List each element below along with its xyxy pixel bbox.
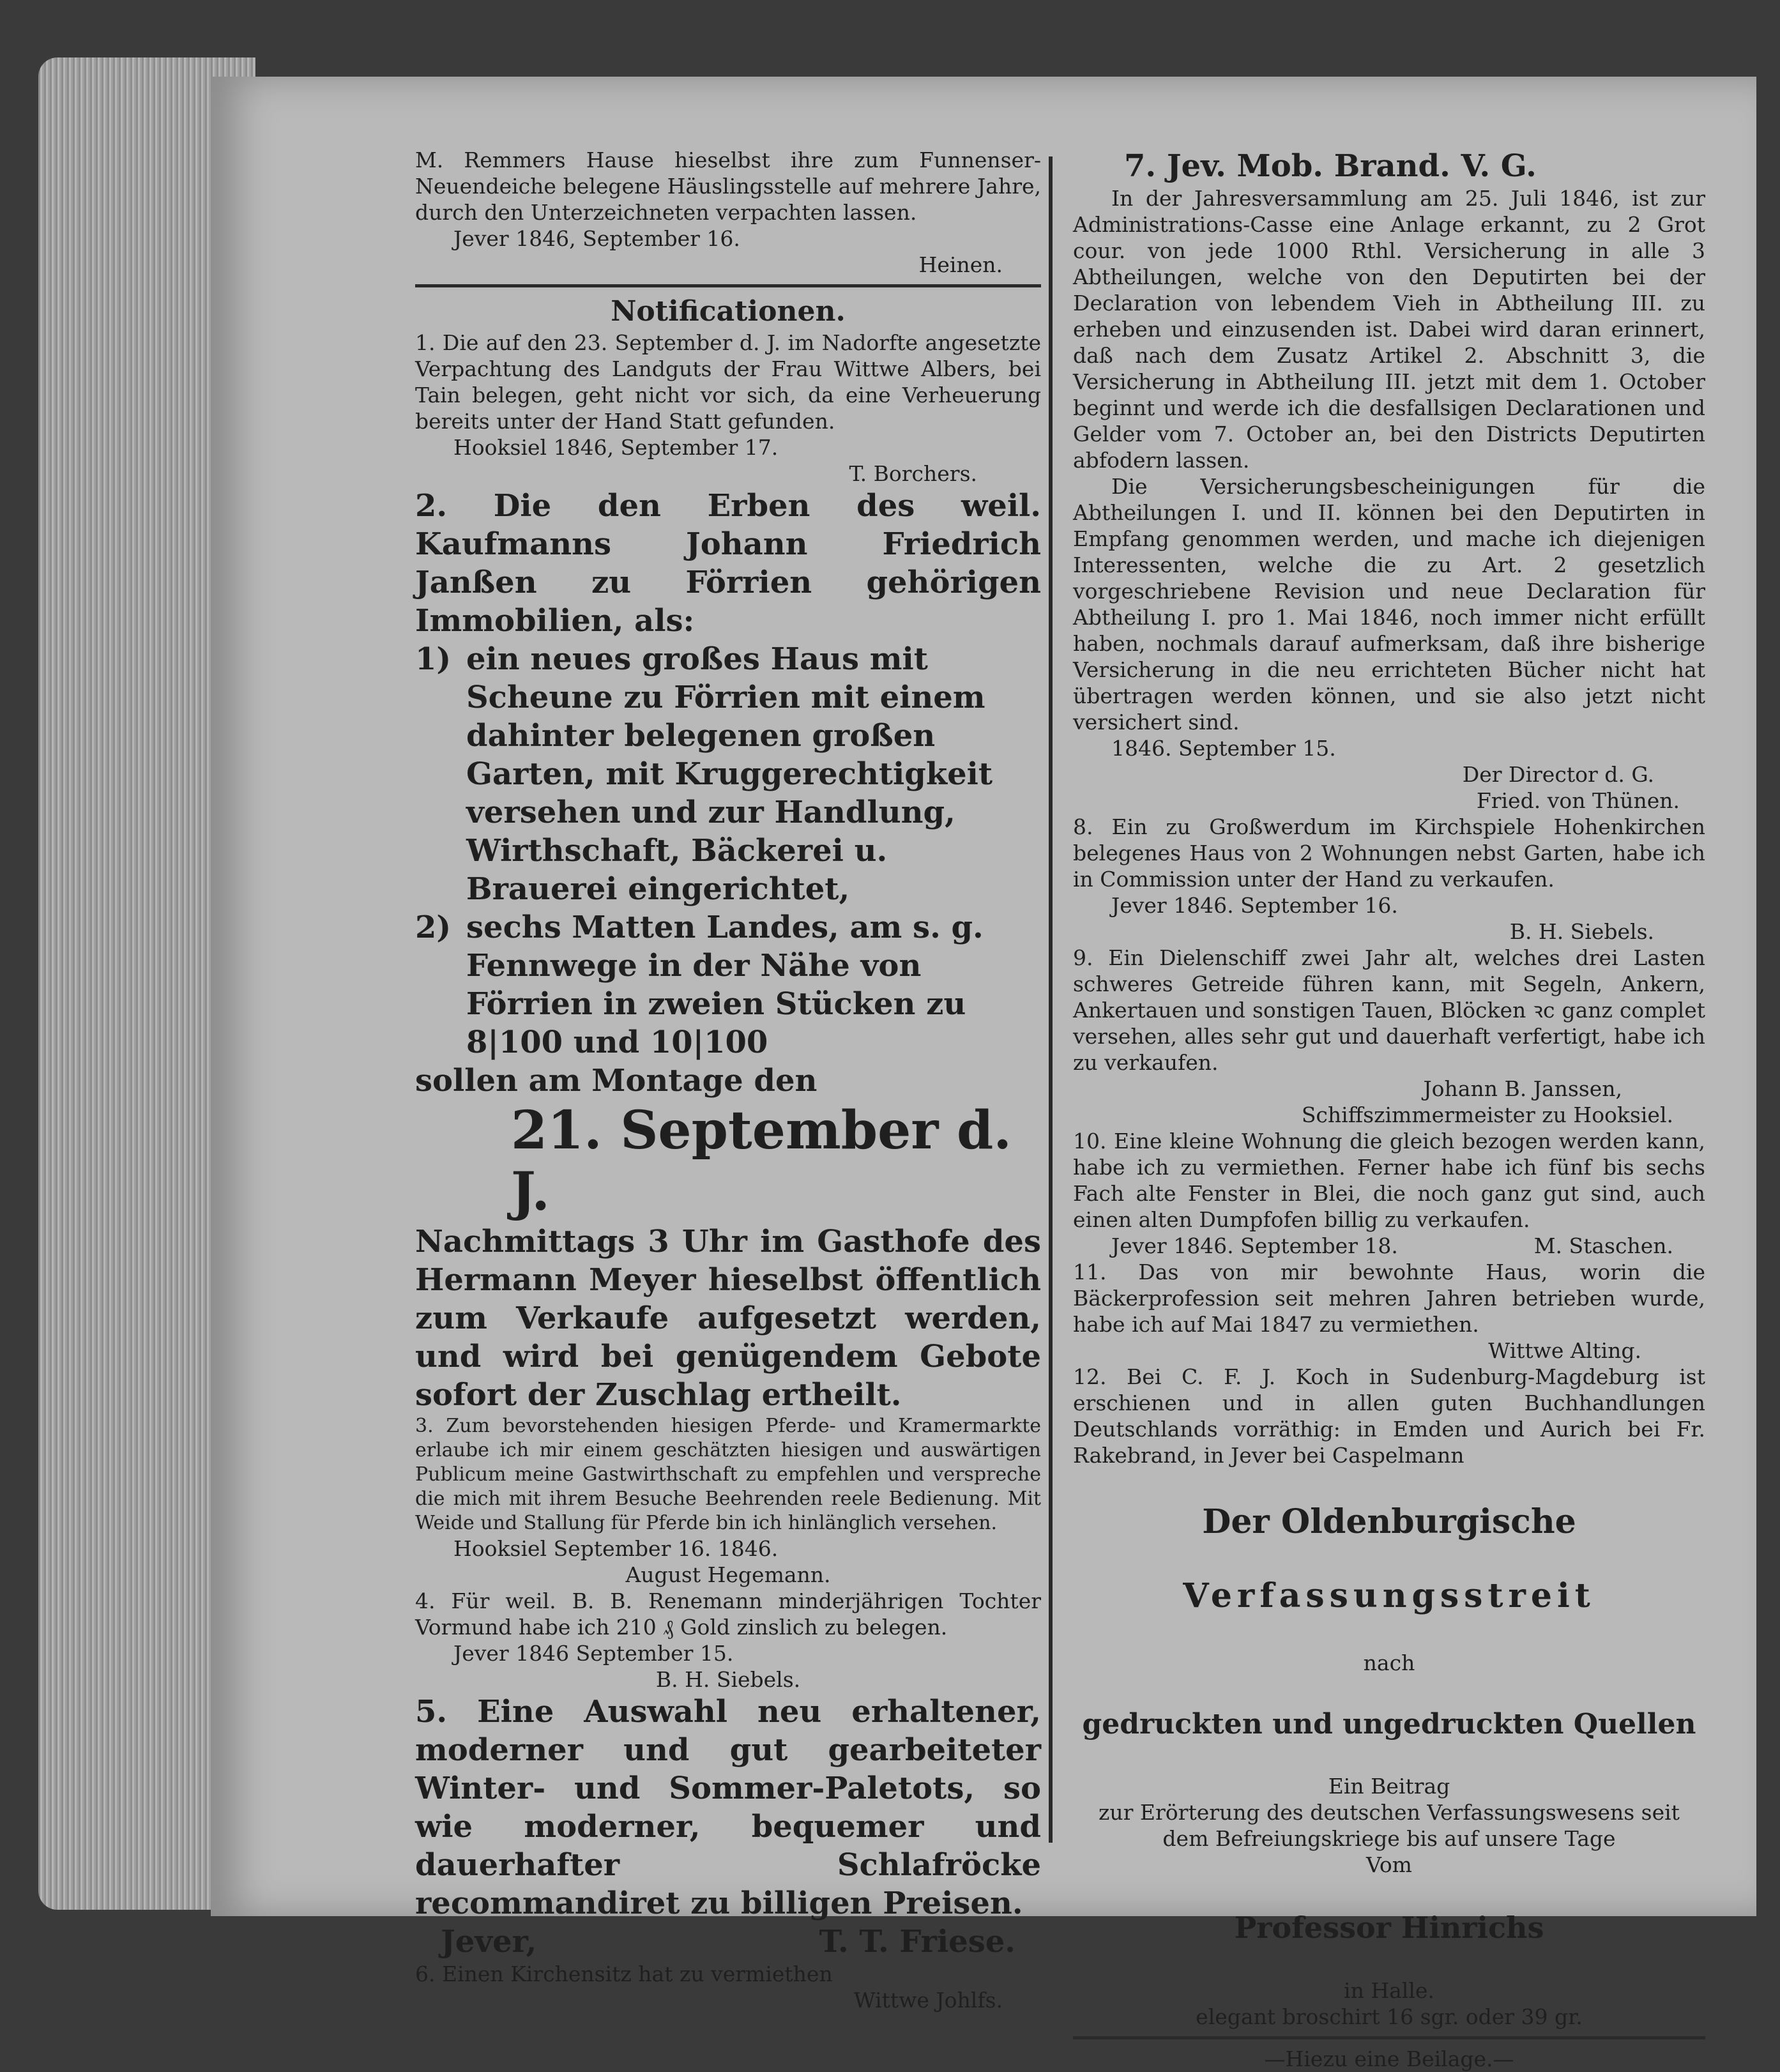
notice-2-item-1-text: ein neues großes Haus mit Scheune zu Förrien mit einem dahinter belegenen großen Garten, mit Kruggerechtigkeit versehen und zur Handlung, Wirthschaft, Bäckerei u. Brauerei eingerichtet, bbox=[466, 641, 993, 907]
notice-1-date: Hooksiel 1846, September 17. bbox=[453, 435, 779, 460]
right-column bbox=[1073, 147, 1705, 2072]
notice-2-item-2-number: 2) bbox=[415, 910, 452, 945]
book-author-place: in Halle. bbox=[1344, 1978, 1434, 2003]
notice-3-date: Hooksiel September 16. 1846. bbox=[453, 1536, 779, 1561]
book-title-3: nach bbox=[1363, 1650, 1415, 1675]
notice-2-item-2 bbox=[415, 908, 1041, 1062]
intro-text: M. Remmers Hause hieselbst ihre zum Funnenser-Neuendeiche belegene Häuslingsstelle auf mehrere Jahre, durch den Unterzeichneten verpachten lassen. bbox=[415, 148, 1041, 225]
intro-date: Jever 1846, September 16. bbox=[453, 226, 740, 251]
notice-11-text: 11. Das von mir bewohnte Haus, worin die Bäckerprofession seit mehren Jahren betrieben wurde, habe ich auf Mai 1847 zu vermiethen. bbox=[1073, 1260, 1705, 1337]
notice-5-place: Jever, bbox=[441, 1924, 537, 1960]
section-heading: Notificationen. bbox=[611, 295, 846, 328]
notice-5-footer bbox=[415, 1923, 1041, 1961]
notice-7-text: In der Jahresversammlung am 25. Juli 1846, ist zur Administrations-Casse eine Anlage erkannt, zu 2 Grot cour. von jede 1000 Rthl. Versicherung in alle 3 Abtheilungen, welche von den Deputirten bei der Declaration von lebendem Vieh in Abtheilung III. zu erheben und einzusenden ist. Dabei wird daran erinnert, daß nach dem Zusatz Artikel 2. Abschnitt 3, die Versicherung in Abtheilung III. jetzt mit dem 1. October beginnt und werde ich die desfallsigen Declarationen und Gelder vom 7. October an, bei den Districts Deputirten abfodern lassen. bbox=[1073, 186, 1705, 473]
book-title-1: Der Oldenburgische bbox=[1202, 1502, 1576, 1541]
notice-2-intro: 2. Die den Erben des weil. Kaufmanns Johann Friedrich Janßen zu Förrien gehörigen Immobilien, als: bbox=[415, 488, 1041, 639]
notice-9-signature-2: Schiffszimmermeister zu Hooksiel. bbox=[1301, 1102, 1673, 1127]
notice-10-footer bbox=[1073, 1233, 1705, 1259]
notice-1-text: 1. Die auf den 23. September d. J. im Nadorfte angesetzte Verpachtung des Landguts der Frau Wittwe Albers, bei Tain belegen, geht nicht vor sich, da eine Verheuerung bereits unter der Hand Statt gefunden. bbox=[415, 330, 1041, 434]
notice-9-text: 9. Ein Dielenschiff zwei Jahr alt, welches drei Lasten schweres Getreide führen kann, mit Segeln, Ankern, Ankertauen und sonstigen Tauen, Blöcken ꝛc ganz complet versehen, alles sehr gut und dauerhaft verfertigt, habe ich zu verkaufen. bbox=[1073, 945, 1705, 1075]
supplement-note: —Hiezu eine Beilage.— bbox=[1264, 2046, 1514, 2071]
notice-10-text: 10. Eine kleine Wohnung die gleich bezogen werden kann, habe ich zu vermiethen. Ferner habe ich fünf bis sechs Fach alte Fenster in Blei, die noch ganz gut sind, auch einen alten Dumpfofen billig zu verkaufen. bbox=[1073, 1129, 1705, 1232]
notice-3-text: 3. Zum bevorstehenden hiesigen Pferde- und Kramermarkte erlaube ich mir einem geschätzten hiesigen und auswärtigen Publicum meine Gastwirthschaft zu empfehlen und verspreche die mich mit ihrem Besuche Beehrenden reele Bedienung. Mit Weide und Stallung für Pferde bin ich hinlänglich versehen. bbox=[415, 1415, 1041, 1534]
notice-9-signature-1: Johann B. Janssen, bbox=[1423, 1076, 1622, 1101]
notice-7-date: 1846. September 15. bbox=[1111, 736, 1336, 761]
notice-6-text: 6. Einen Kirchensitz hat zu vermiethen bbox=[415, 1962, 833, 1986]
book-subtitle-1: Ein Beitrag bbox=[1328, 1774, 1450, 1799]
notice-6-signature: Wittwe Johlfs. bbox=[853, 1988, 1003, 2013]
closing-rule bbox=[1073, 2036, 1705, 2039]
notice-7-signature-2: Fried. von Thünen. bbox=[1476, 788, 1680, 813]
notice-11-signature: Wittwe Alting. bbox=[1488, 1338, 1641, 1363]
book-author-prefix: Vom bbox=[1366, 1852, 1412, 1877]
notice-7-heading: 7. Jev. Mob. Brand. V. G. bbox=[1124, 148, 1537, 184]
notice-7-text-2: Die Versicherungsbescheinigungen für die Abtheilungen I. und II. können bei den Deputirten in Empfang genommen werden, und mache ich diejenigen Interessenten, welche die zu Art. 2 gesetzlich vorgeschriebene Revision und neue Declaration für Abtheilung I. pro 1. Mai 1846, noch immer nicht erfüllt haben, nochmals darauf aufmerksam, daß ihre bisherige Versicherung in die neu errichteten Bücher nicht hat übertragen werden können, und sie also jetzt nicht versichert sind. bbox=[1073, 474, 1705, 735]
book-author: Professor Hinrichs bbox=[1234, 1910, 1544, 1945]
notice-3-signature: August Hegemann. bbox=[625, 1562, 831, 1587]
left-column bbox=[415, 147, 1041, 2013]
book-price: elegant broschirt 16 sgr. oder 39 gr. bbox=[1196, 2004, 1583, 2029]
intro-signature: Heinen. bbox=[918, 252, 1003, 277]
notice-7-signature-1: Der Director d. G. bbox=[1462, 762, 1654, 787]
notice-8-date: Jever 1846. September 16. bbox=[1111, 893, 1398, 918]
notice-4-signature: B. H. Siebels. bbox=[655, 1667, 801, 1692]
notice-12-text: 12. Bei C. F. J. Koch in Sudenburg-Magdeburg ist erschienen und in allen guten Buchhandlungen Deutschlands vorräthig: in Emden und Aurich bei Fr. Rakebrand, in Jever bei Caspelmann bbox=[1073, 1364, 1705, 1468]
section-rule bbox=[415, 284, 1041, 287]
notice-2-when: sollen am Montage den bbox=[415, 1063, 818, 1099]
notice-2-date: 21. September d. J. bbox=[511, 1100, 1012, 1223]
notice-2-item-2-text: sechs Matten Landes, am s. g. Fennwege in der Nähe von Förrien in zweien Stücken zu 8|100 und 10|100 bbox=[466, 910, 984, 1060]
book-title-4: gedruckten und ungedruckten Quellen bbox=[1082, 1708, 1696, 1741]
notice-2-details: Nachmittags 3 Uhr im Gasthofe des Hermann Meyer hieselbst öffentlich zum Verkaufe aufgesetzt werden, und wird bei genügendem Gebote sofort der Zuschlag ertheilt. bbox=[415, 1224, 1041, 1413]
notice-10-date: Jever 1846. September 18. bbox=[1111, 1233, 1398, 1258]
notice-2-item-1 bbox=[415, 640, 1041, 908]
notice-4-text: 4. Für weil. B. B. Renemann minderjährigen Tochter Vormund habe ich 210 ₰ Gold zinslich zu belegen. bbox=[415, 1588, 1041, 1640]
notice-5-text: 5. Eine Auswahl neu erhaltener, moderner und gut gearbeiteter Winter- und Sommer-Paletots, so wie moderner, bequemer und dauerhafter Schlafröcke recommandiret zu billigen Preisen. bbox=[415, 1694, 1041, 1921]
notice-5-signature: T. T. Friese. bbox=[819, 1924, 1016, 1960]
notice-4-date: Jever 1846 September 15. bbox=[453, 1641, 734, 1666]
notice-1-signature: T. Borchers. bbox=[849, 461, 977, 486]
notice-10-signature: M. Staschen. bbox=[1533, 1233, 1673, 1258]
notice-2-item-1-number: 1) bbox=[415, 641, 452, 677]
notice-8-signature: B. H. Siebels. bbox=[1509, 919, 1654, 944]
notice-8-text: 8. Ein zu Großwerdum im Kirchspiele Hohenkirchen belegenes Haus von 2 Wohnungen nebst Garten, habe ich in Commission unter der Hand zu verkaufen. bbox=[1073, 814, 1705, 892]
book-subtitle-2: zur Erörterung des deutschen Verfassungswesens seit dem Befreiungskriege bis auf unsere Tage bbox=[1099, 1800, 1680, 1851]
column-divider bbox=[1049, 156, 1053, 1843]
book-title-2: Verfassungsstreit bbox=[1183, 1576, 1595, 1615]
